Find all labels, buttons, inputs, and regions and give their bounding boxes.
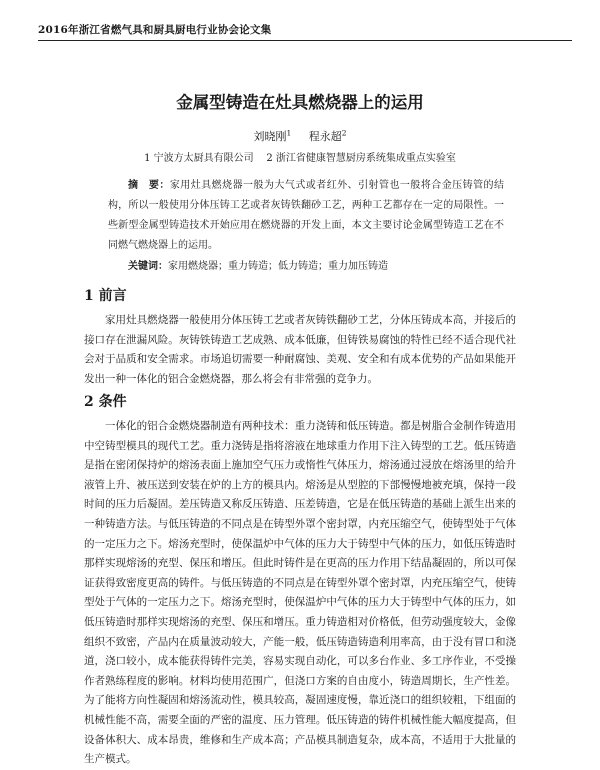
affiliation: 2 浙江省健康智慧厨房系统集成重点实验室	[266, 153, 456, 164]
author-name: 程永超	[308, 130, 342, 143]
abstract-label: 摘 要：	[128, 180, 170, 191]
abstract-text: 家用灶具燃烧器一般为大气式或者红外、引射管也一般将合金压铸管的结构，所以一般使用分体压铸工艺或者灰铸铁翻砂工艺，两种工艺都存在一定的局限性。一些新型金属型铸造技术开始应用在燃烧器的开发上面，本文主要讨论金属型铸造工艺在不同燃气燃烧器上的运用。	[108, 180, 505, 251]
author-affiliation-mark: 1	[286, 128, 292, 138]
body-paragraph: 一体化的铝合金燃烧器制造有两种技术：重力浇铸和低压铸造。都是树脂合金制作铸造用中空铸型模具的现代工艺。重力浇铸是指将溶液在地球重力作用下注入铸型的工艺。低压铸造是指在密闭保持炉的熔汤表面上施加空气压力或惰性气体压力，熔汤通过浸放在熔汤里的给升液管上升、被压送到安装在炉的上方的模具内。熔汤是从型腔的下部慢慢地被充填，保持一段时间的压力后凝固。差压铸造又称反压铸造、压差铸造，它是在低压铸造的基础上派生出来的一种铸造方法。与低压铸造的不同点是在铸型外罩个密封罩，内充压缩空气，使铸型处于气体的一定压力之下。熔汤充型时，使保温炉中气体的压力大于铸型中气体的压力，如低压铸造时那样实现熔汤的充型、保压和增压。但此时铸件是在更高的压力作用下结晶凝固的，所以可保证获得致密度更高的铸件。与低压铸造的不同点是在铸型外罩个密封罩，内充压缩空气，使铸型处于气体的一定压力之下。熔汤充型时，使保温炉中气体的压力大于铸型中气体的压力，如低压铸造时那样实现熔汤的充型、保压和增压。重力铸造相对价格低，但劳动强度较大，金像组织不致密，产品内在质量波动较大，产能一般，低压铸造铸造利用率高，由于没有冒口和浇道，浇口较小，成本能获得铸件完美，容易实现自动化，可以多台作业、多工序作业，不受操作者熟练程度的影响。材料均使用范围广，但浇口方案的自由度小，铸造周期长，生产性差。为了能将方向性凝固和熔汤流动性，模具较高，凝固速度慢，靠近浇口的组织较粗，下组面的机械性能不高，需要全面的严密的温度、压力管理。低压铸造的铸件机械性能大幅度提高，但设备体积大、成本昂贵，维修和生产成本高；产品模具制造复杂，成本高，不适用于大批量的生产模式。	[84, 420, 516, 766]
section-heading	[84, 285, 127, 305]
keywords-text: 家用燃烧器；重力铸造；低力铸造；重力加压铸造	[168, 261, 388, 272]
header-rule	[38, 40, 572, 41]
author-line	[0, 128, 600, 144]
abstract	[108, 176, 504, 256]
affiliation-line	[0, 149, 600, 164]
keywords	[108, 257, 504, 277]
keywords-label: 关键词：	[128, 261, 168, 272]
section-title: 条件	[98, 394, 127, 410]
affiliation: 1 宁波方太厨具有限公司	[144, 153, 254, 164]
paper-title: 金属型铸造在灶具燃烧器上的运用	[176, 93, 424, 112]
body-paragraph: 家用灶具燃烧器一般使用分体压铸工艺或者灰铸铁翻砂工艺，分体压铸成本高，并接后的接口存在泄漏风险。灰铸铁铸造工艺成熟、成本低廉，但铸铁易腐蚀的特性已经不适合现代社会对于品质和安全需求。市场追切需要一种耐腐蚀、美观、安全和有成本优势的产品如果能开发出一种一体化的铝合金燃烧器，那么将会有非常强的竞争力。	[84, 314, 516, 385]
running-header: 2016年浙江省燃气具和厨具厨电行业协会论文集	[38, 24, 272, 36]
author-name: 刘晓刚	[253, 130, 287, 143]
section-heading	[84, 391, 127, 411]
section-number: 1	[84, 288, 94, 304]
section-title: 前言	[98, 288, 127, 304]
author-affiliation-mark: 2	[341, 128, 347, 138]
section-number: 2	[84, 394, 94, 410]
